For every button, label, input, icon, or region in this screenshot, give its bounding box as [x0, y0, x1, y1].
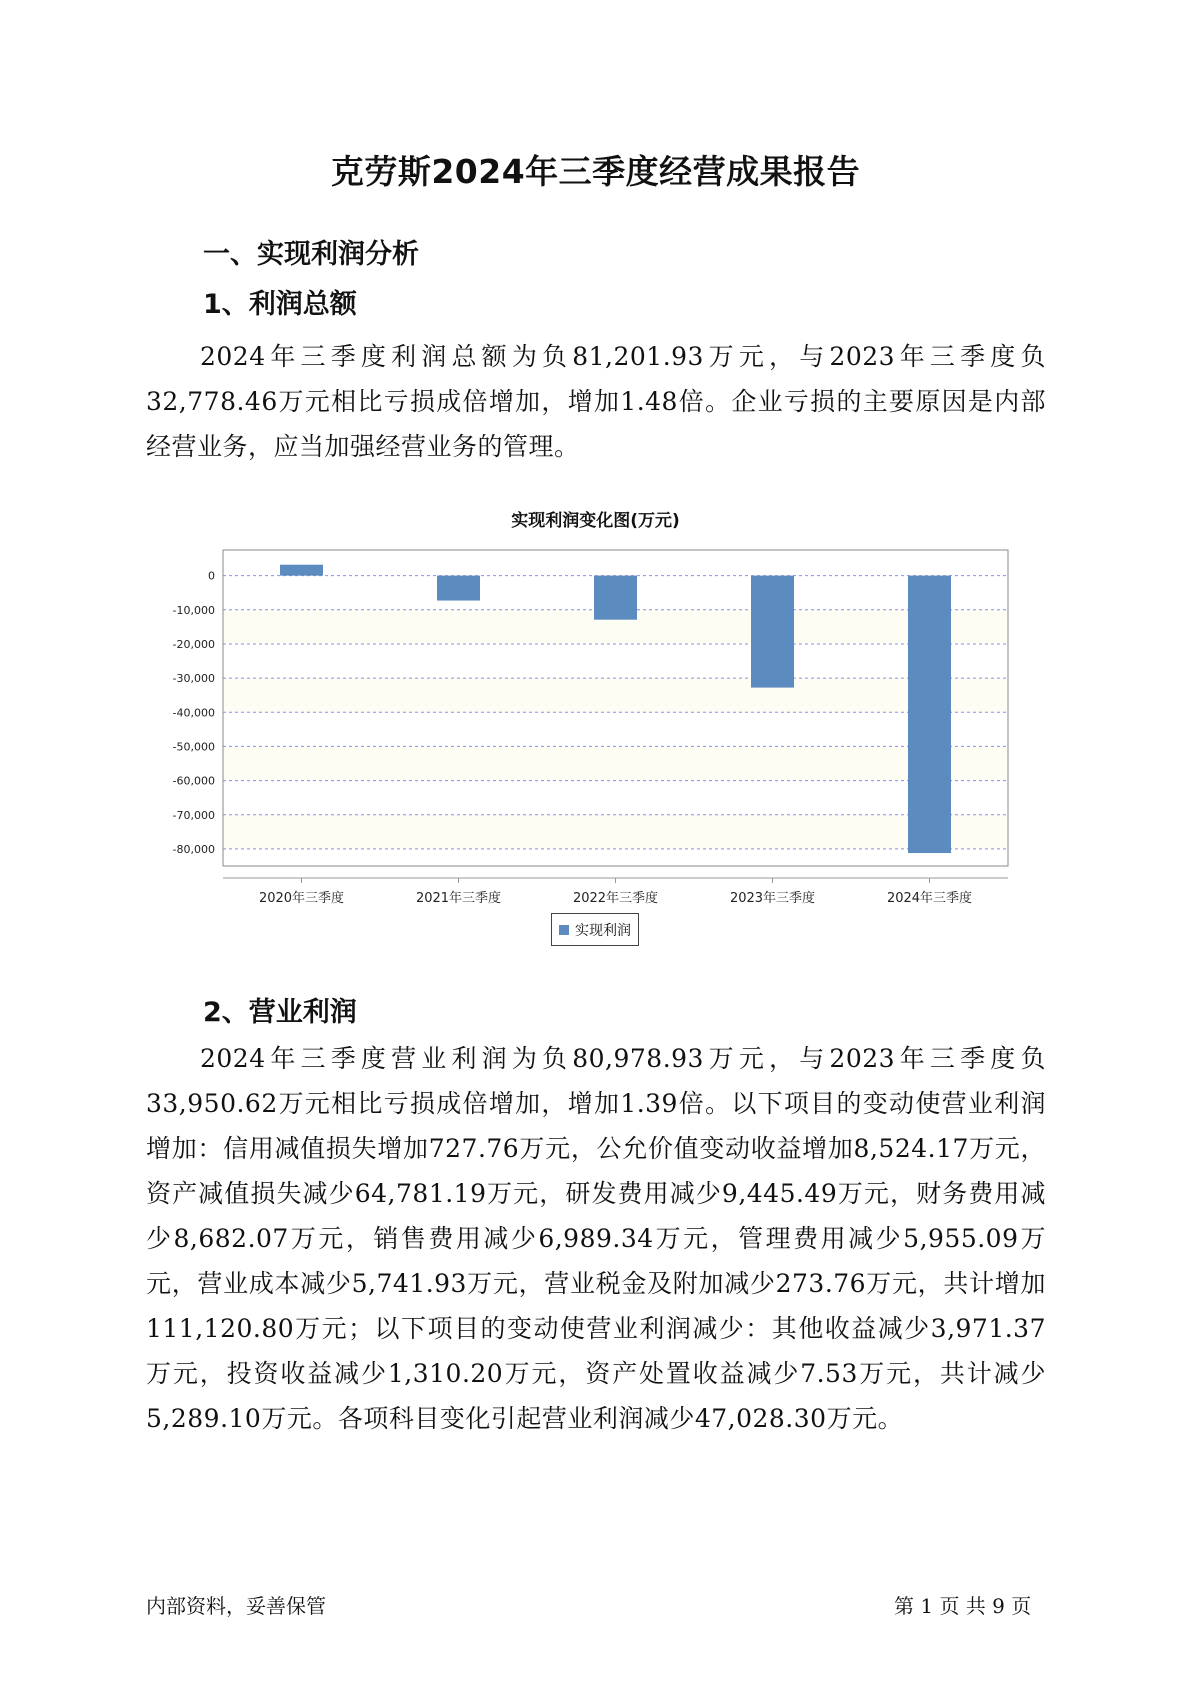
- grid-band: [224, 746, 1007, 780]
- footer-page-number: 第 1 页 共 9 页: [894, 1594, 1032, 1618]
- y-tick-label: -80,000: [172, 842, 215, 856]
- grid-band: [224, 815, 1007, 849]
- y-tick-label: -20,000: [172, 637, 215, 651]
- chart-legend: [551, 913, 639, 946]
- y-tick-label: -10,000: [172, 603, 215, 617]
- y-tick-label: -30,000: [172, 672, 215, 686]
- paragraph-operating-profit: 2024年三季度营业利润为负80,978.93万元，与2023年三季度负33,950.62万元相比亏损成倍增加，增加1.39倍。以下项目的变动使营业利润增加：信用减值损失增加727.76万元，公允价值变动收益增加8,524.17万元，资产减值损失减少64,781.19万元，研发费用减少9,445.49万元，财务费用减少8,682.07万元，销售费用减少6,989.34万元，管理费用减少5,955.09万元，营业成本减少5,741.93万元，营业税金及附加减少273.76万元，共计增加111,120.80万元；以下项目的变动使营业利润减少：其他收益减少3,971.37万元，投资收益减少1,310.20万元，资产处置收益减少7.53万元，共计减少5,289.10万元。各项科目变化引起营业利润减少47,028.30万元。: [146, 1044, 1046, 1433]
- x-tick-label: 2020年三季度: [258, 891, 345, 906]
- report-title: 克劳斯2024年三季度经营成果报告: [330, 152, 861, 191]
- y-tick-label: 0: [208, 569, 215, 583]
- y-tick-label: -50,000: [172, 740, 215, 754]
- legend-swatch: [559, 925, 569, 935]
- x-tick-label: 2024年三季度: [886, 891, 973, 906]
- bar: [751, 576, 794, 688]
- footer-confidential: 内部资料，妥善保管: [146, 1594, 326, 1618]
- bar: [594, 576, 637, 620]
- paragraph-total-profit: 2024年三季度利润总额为负81,201.93万元，与2023年三季度负32,778.46万元相比亏损成倍增加，增加1.48倍。企业亏损的主要原因是内部经营业务，应当加强经营业务的管理。: [146, 342, 1046, 461]
- x-tick-label: 2022年三季度: [572, 891, 659, 906]
- subheading-operating-profit: 2、营业利润: [203, 997, 357, 1028]
- chart-title: 实现利润变化图(万元): [511, 511, 680, 531]
- x-tick-label: 2023年三季度: [729, 891, 816, 906]
- grid-band: [224, 678, 1007, 712]
- bar: [908, 576, 951, 853]
- profit-bar-chart: [150, 540, 1050, 910]
- y-tick-label: -70,000: [172, 808, 215, 822]
- x-tick-label: 2021年三季度: [415, 891, 502, 906]
- section-heading-profit-analysis: 一、实现利润分析: [203, 239, 419, 270]
- bar: [280, 565, 323, 576]
- legend-label: 实现利润: [575, 922, 631, 939]
- subheading-total-profit: 1、利润总额: [203, 289, 357, 320]
- y-tick-label: -40,000: [172, 706, 215, 720]
- bar: [437, 576, 480, 601]
- y-tick-label: -60,000: [172, 774, 215, 788]
